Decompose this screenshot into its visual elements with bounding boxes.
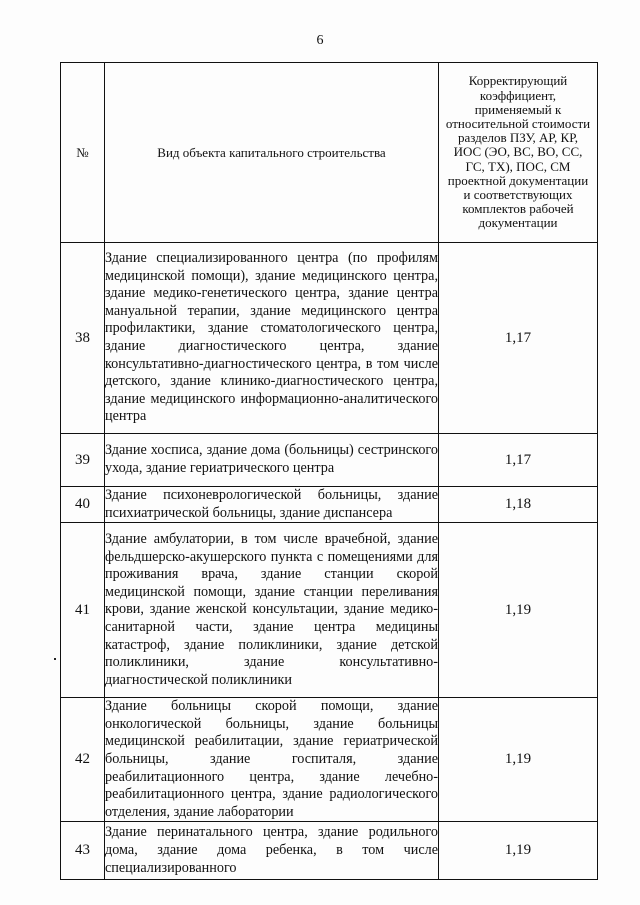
header-coefficient-cell: [439, 63, 598, 243]
row-coefficient: 1,19: [439, 698, 598, 822]
table-header-row: [61, 63, 598, 243]
row-coefficient: 1,17: [439, 434, 598, 487]
row-number: 43: [61, 822, 105, 880]
row-description: Здание психоневрологической больницы, здание психиатрической больницы, здание диспансера: [105, 487, 438, 521]
row-number: 38: [61, 243, 105, 434]
row-description-cell: [105, 434, 439, 487]
coefficient-table: [60, 62, 598, 880]
row-number: 39: [61, 434, 105, 487]
row-description: Здание специализированного центра (по профилям медицинской помощи), здание медицинского центра, здание медико-генетического центра, здание центра мануальной терапии, здание медицинского центра профилактики, здание стоматологического центра, здание диагностического центра, здание консультативно-диагностического центра, в том числе детского, здание клинико-диагностического центра, здание медицинского информационно-аналитического центра: [105, 250, 438, 425]
header-object-type-cell: [105, 63, 439, 243]
row-description: Здание амбулатории, в том числе врачебной, здание фельдшерско-акушерского пункта с помещениями для проживания врача, здание станции скорой медицинской помощи, здание станции переливания крови, здание женской консультации, здание медико-санитарной части, здание центра медицины катастроф, здание поликлиники, здание детской поликлиники, здание консультативно-диагностической поликлиники: [105, 531, 438, 688]
table-row: [61, 243, 598, 434]
row-coefficient: 1,18: [439, 487, 598, 523]
margin-mark: [54, 658, 56, 660]
table-row: [61, 487, 598, 523]
row-description-cell: [105, 243, 439, 434]
row-description-cell: [105, 487, 439, 523]
table-row: [61, 523, 598, 698]
row-description: Здание больницы скорой помощи, здание онкологической больницы, здание больницы медицинской реабилитации, здание гериатрической больницы, здание госпиталя, здание реабилитационного центра, здание лечебно-реабилитационного центра, здание радиологического отделения, здание лаборатории: [105, 698, 438, 820]
row-number: 42: [61, 698, 105, 822]
row-description: Здание хосписа, здание дома (больницы) сестринского ухода, здание гериатрического центра: [105, 442, 438, 476]
table-row: [61, 698, 598, 822]
row-coefficient: 1,19: [439, 822, 598, 880]
header-coefficient: Корректирующий коэффициент, применяемый к относительной стоимости разделов ПЗУ, АР, КР, ИОС (ЭО, ВС, ВО, СС, ГС, ТХ), ПОС, СМ проектной документации и соответствующих комплектов рабочей документации: [445, 73, 591, 231]
header-object-type: Вид объекта капитального строительства: [157, 144, 386, 160]
row-number: 41: [61, 523, 105, 698]
header-number-cell: [61, 63, 105, 243]
row-number: 40: [61, 487, 105, 523]
page-number: 6: [316, 33, 324, 48]
row-coefficient: 1,17: [439, 243, 598, 434]
header-number: №: [76, 144, 89, 160]
row-description-cell: [105, 698, 439, 822]
row-description-cell: [105, 822, 439, 880]
row-coefficient: 1,19: [439, 523, 598, 698]
table-row: [61, 822, 598, 880]
table-row: [61, 434, 598, 487]
row-description: Здание перинатального центра, здание родильного дома, здание дома ребенка, в том числе специализированного: [105, 824, 438, 876]
row-description-cell: [105, 523, 439, 698]
